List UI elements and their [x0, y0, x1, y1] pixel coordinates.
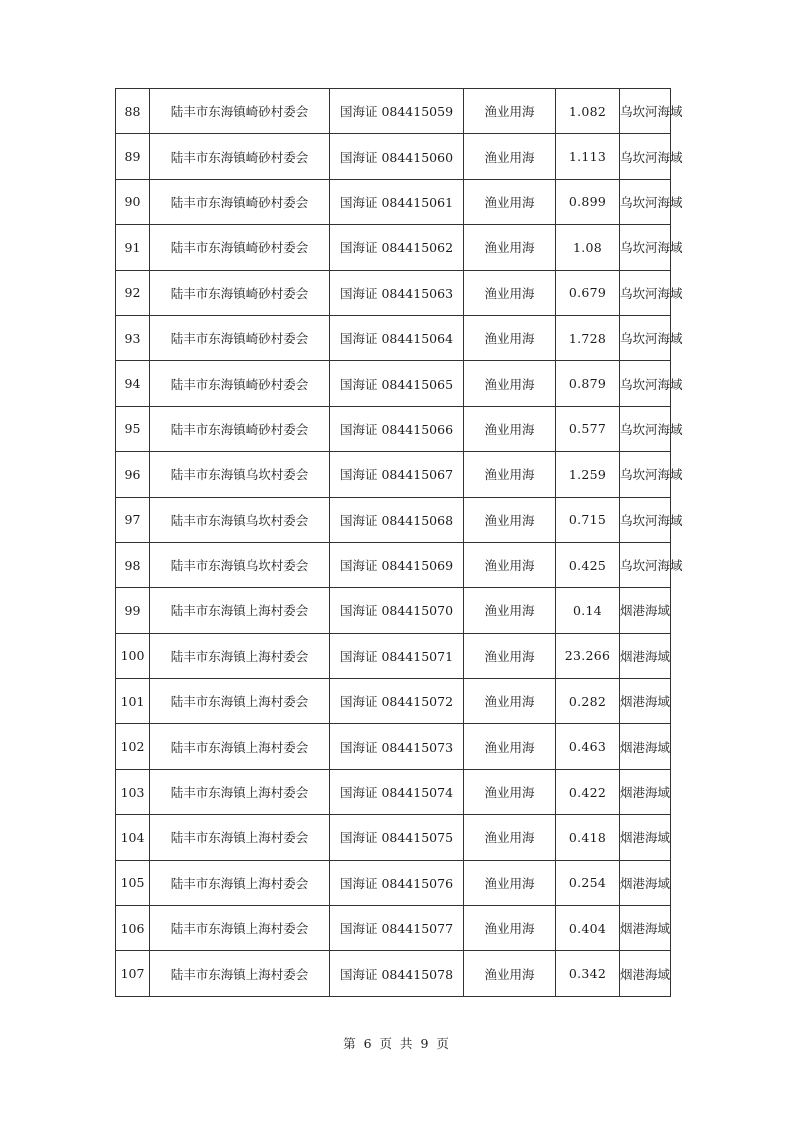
row-number: 96 — [116, 452, 150, 497]
certificate-number: 国海证 084415069 — [330, 542, 464, 587]
table-row — [116, 497, 671, 542]
holder-name: 陆丰市东海镇崎砂村委会 — [150, 270, 330, 315]
table-row — [116, 361, 671, 406]
row-number: 95 — [116, 406, 150, 451]
area-value: 1.259 — [556, 452, 620, 497]
sea-use-type: 渔业用海 — [464, 769, 556, 814]
row-number: 99 — [116, 588, 150, 633]
area-value: 0.422 — [556, 769, 620, 814]
sea-use-type: 渔业用海 — [464, 497, 556, 542]
sea-region: 乌坎河海域 — [620, 406, 671, 451]
holder-name: 陆丰市东海镇崎砂村委会 — [150, 225, 330, 270]
holder-name: 陆丰市东海镇崎砂村委会 — [150, 134, 330, 179]
sea-use-type: 渔业用海 — [464, 542, 556, 587]
sea-use-type: 渔业用海 — [464, 679, 556, 724]
area-value: 0.879 — [556, 361, 620, 406]
sea-region: 烟港海域 — [620, 769, 671, 814]
table-row — [116, 860, 671, 905]
holder-name: 陆丰市东海镇乌坎村委会 — [150, 452, 330, 497]
sea-use-type: 渔业用海 — [464, 406, 556, 451]
certificate-number: 国海证 084415068 — [330, 497, 464, 542]
table-row — [116, 724, 671, 769]
sea-region: 乌坎河海域 — [620, 315, 671, 360]
row-number: 107 — [116, 951, 150, 996]
certificate-number: 国海证 084415062 — [330, 225, 464, 270]
holder-name: 陆丰市东海镇上海村委会 — [150, 951, 330, 996]
sea-region: 烟港海域 — [620, 906, 671, 951]
sea-use-type: 渔业用海 — [464, 588, 556, 633]
row-number: 88 — [116, 89, 150, 134]
row-number: 102 — [116, 724, 150, 769]
sea-region: 乌坎河海域 — [620, 179, 671, 224]
area-value: 1.113 — [556, 134, 620, 179]
holder-name: 陆丰市东海镇上海村委会 — [150, 769, 330, 814]
sea-region: 乌坎河海域 — [620, 542, 671, 587]
area-value: 0.679 — [556, 270, 620, 315]
holder-name: 陆丰市东海镇上海村委会 — [150, 633, 330, 678]
certificate-number: 国海证 084415073 — [330, 724, 464, 769]
row-number: 94 — [116, 361, 150, 406]
row-number: 89 — [116, 134, 150, 179]
certificate-number: 国海证 084415065 — [330, 361, 464, 406]
row-number: 101 — [116, 679, 150, 724]
sea-region: 烟港海域 — [620, 860, 671, 905]
area-value: 1.082 — [556, 89, 620, 134]
sea-use-type: 渔业用海 — [464, 361, 556, 406]
table-body — [116, 89, 683, 997]
sea-region: 烟港海域 — [620, 951, 671, 996]
area-value: 0.342 — [556, 951, 620, 996]
holder-name: 陆丰市东海镇崎砂村委会 — [150, 315, 330, 360]
area-value: 0.577 — [556, 406, 620, 451]
row-number: 105 — [116, 860, 150, 905]
certificate-number: 国海证 084415066 — [330, 406, 464, 451]
holder-name: 陆丰市东海镇崎砂村委会 — [150, 406, 330, 451]
sea-use-type: 渔业用海 — [464, 134, 556, 179]
sea-use-type: 渔业用海 — [464, 724, 556, 769]
sea-region: 乌坎河海域 — [620, 452, 671, 497]
area-value: 0.899 — [556, 179, 620, 224]
table-row — [116, 633, 671, 678]
sea-region: 乌坎河海域 — [620, 497, 671, 542]
sea-use-type: 渔业用海 — [464, 270, 556, 315]
row-number: 104 — [116, 815, 150, 860]
area-value: 0.463 — [556, 724, 620, 769]
certificate-number: 国海证 084415059 — [330, 89, 464, 134]
holder-name: 陆丰市东海镇上海村委会 — [150, 906, 330, 951]
table-row — [116, 315, 671, 360]
sea-region: 乌坎河海域 — [620, 270, 671, 315]
sea-region: 乌坎河海域 — [620, 134, 671, 179]
holder-name: 陆丰市东海镇上海村委会 — [150, 588, 330, 633]
table-row — [116, 588, 671, 633]
area-value: 0.425 — [556, 542, 620, 587]
table-row — [116, 906, 671, 951]
certificate-number: 国海证 084415072 — [330, 679, 464, 724]
certificate-number: 国海证 084415074 — [330, 769, 464, 814]
area-value: 0.254 — [556, 860, 620, 905]
row-number: 106 — [116, 906, 150, 951]
area-value: 1.08 — [556, 225, 620, 270]
area-value: 23.266 — [556, 633, 620, 678]
sea-region: 烟港海域 — [620, 633, 671, 678]
holder-name: 陆丰市东海镇上海村委会 — [150, 815, 330, 860]
sea-region: 乌坎河海域 — [620, 225, 671, 270]
table-row — [116, 452, 671, 497]
holder-name: 陆丰市东海镇崎砂村委会 — [150, 89, 330, 134]
row-number: 91 — [116, 225, 150, 270]
sea-use-type: 渔业用海 — [464, 860, 556, 905]
certificate-number: 国海证 084415064 — [330, 315, 464, 360]
row-number: 90 — [116, 179, 150, 224]
certificate-number: 国海证 084415061 — [330, 179, 464, 224]
table-row — [116, 270, 671, 315]
certificate-number: 国海证 084415077 — [330, 906, 464, 951]
sea-region: 乌坎河海域 — [620, 361, 671, 406]
holder-name: 陆丰市东海镇乌坎村委会 — [150, 497, 330, 542]
holder-name: 陆丰市东海镇崎砂村委会 — [150, 361, 330, 406]
area-value: 0.404 — [556, 906, 620, 951]
table-row — [116, 406, 671, 451]
certificate-number: 国海证 084415060 — [330, 134, 464, 179]
sea-use-type: 渔业用海 — [464, 633, 556, 678]
sea-region: 烟港海域 — [620, 679, 671, 724]
page-number-footer: 第 6 页 共 9 页 — [343, 1036, 451, 1051]
sea-use-type: 渔业用海 — [464, 315, 556, 360]
table-row — [116, 679, 671, 724]
certificate-number: 国海证 084415070 — [330, 588, 464, 633]
row-number: 92 — [116, 270, 150, 315]
area-value: 0.14 — [556, 588, 620, 633]
row-number: 97 — [116, 497, 150, 542]
holder-name: 陆丰市东海镇上海村委会 — [150, 860, 330, 905]
table-row — [116, 134, 671, 179]
sea-use-type: 渔业用海 — [464, 906, 556, 951]
table-row — [116, 815, 671, 860]
row-number: 100 — [116, 633, 150, 678]
row-number: 103 — [116, 769, 150, 814]
sea-use-type: 渔业用海 — [464, 89, 556, 134]
sea-use-type: 渔业用海 — [464, 815, 556, 860]
sea-region: 乌坎河海域 — [620, 89, 671, 134]
sea-region: 烟港海域 — [620, 815, 671, 860]
holder-name: 陆丰市东海镇上海村委会 — [150, 679, 330, 724]
certificate-number: 国海证 084415076 — [330, 860, 464, 905]
certificate-number: 国海证 084415075 — [330, 815, 464, 860]
sea-use-type: 渔业用海 — [464, 452, 556, 497]
holder-name: 陆丰市东海镇乌坎村委会 — [150, 542, 330, 587]
certificate-number: 国海证 084415063 — [330, 270, 464, 315]
certificate-number: 国海证 084415078 — [330, 951, 464, 996]
area-value: 0.418 — [556, 815, 620, 860]
certificate-number: 国海证 084415067 — [330, 452, 464, 497]
table-row — [116, 542, 671, 587]
table-row — [116, 951, 671, 996]
row-number: 98 — [116, 542, 150, 587]
holder-name: 陆丰市东海镇崎砂村委会 — [150, 179, 330, 224]
sea-use-type: 渔业用海 — [464, 179, 556, 224]
area-value: 1.728 — [556, 315, 620, 360]
sea-region: 烟港海域 — [620, 588, 671, 633]
sea-use-type: 渔业用海 — [464, 951, 556, 996]
area-value: 0.282 — [556, 679, 620, 724]
sea-region: 烟港海域 — [620, 724, 671, 769]
sea-use-registry-table — [115, 88, 683, 997]
holder-name: 陆丰市东海镇上海村委会 — [150, 724, 330, 769]
table-row — [116, 179, 671, 224]
table-row — [116, 225, 671, 270]
table-row — [116, 769, 671, 814]
row-number: 93 — [116, 315, 150, 360]
certificate-number: 国海证 084415071 — [330, 633, 464, 678]
table-row — [116, 89, 671, 134]
area-value: 0.715 — [556, 497, 620, 542]
sea-use-type: 渔业用海 — [464, 225, 556, 270]
